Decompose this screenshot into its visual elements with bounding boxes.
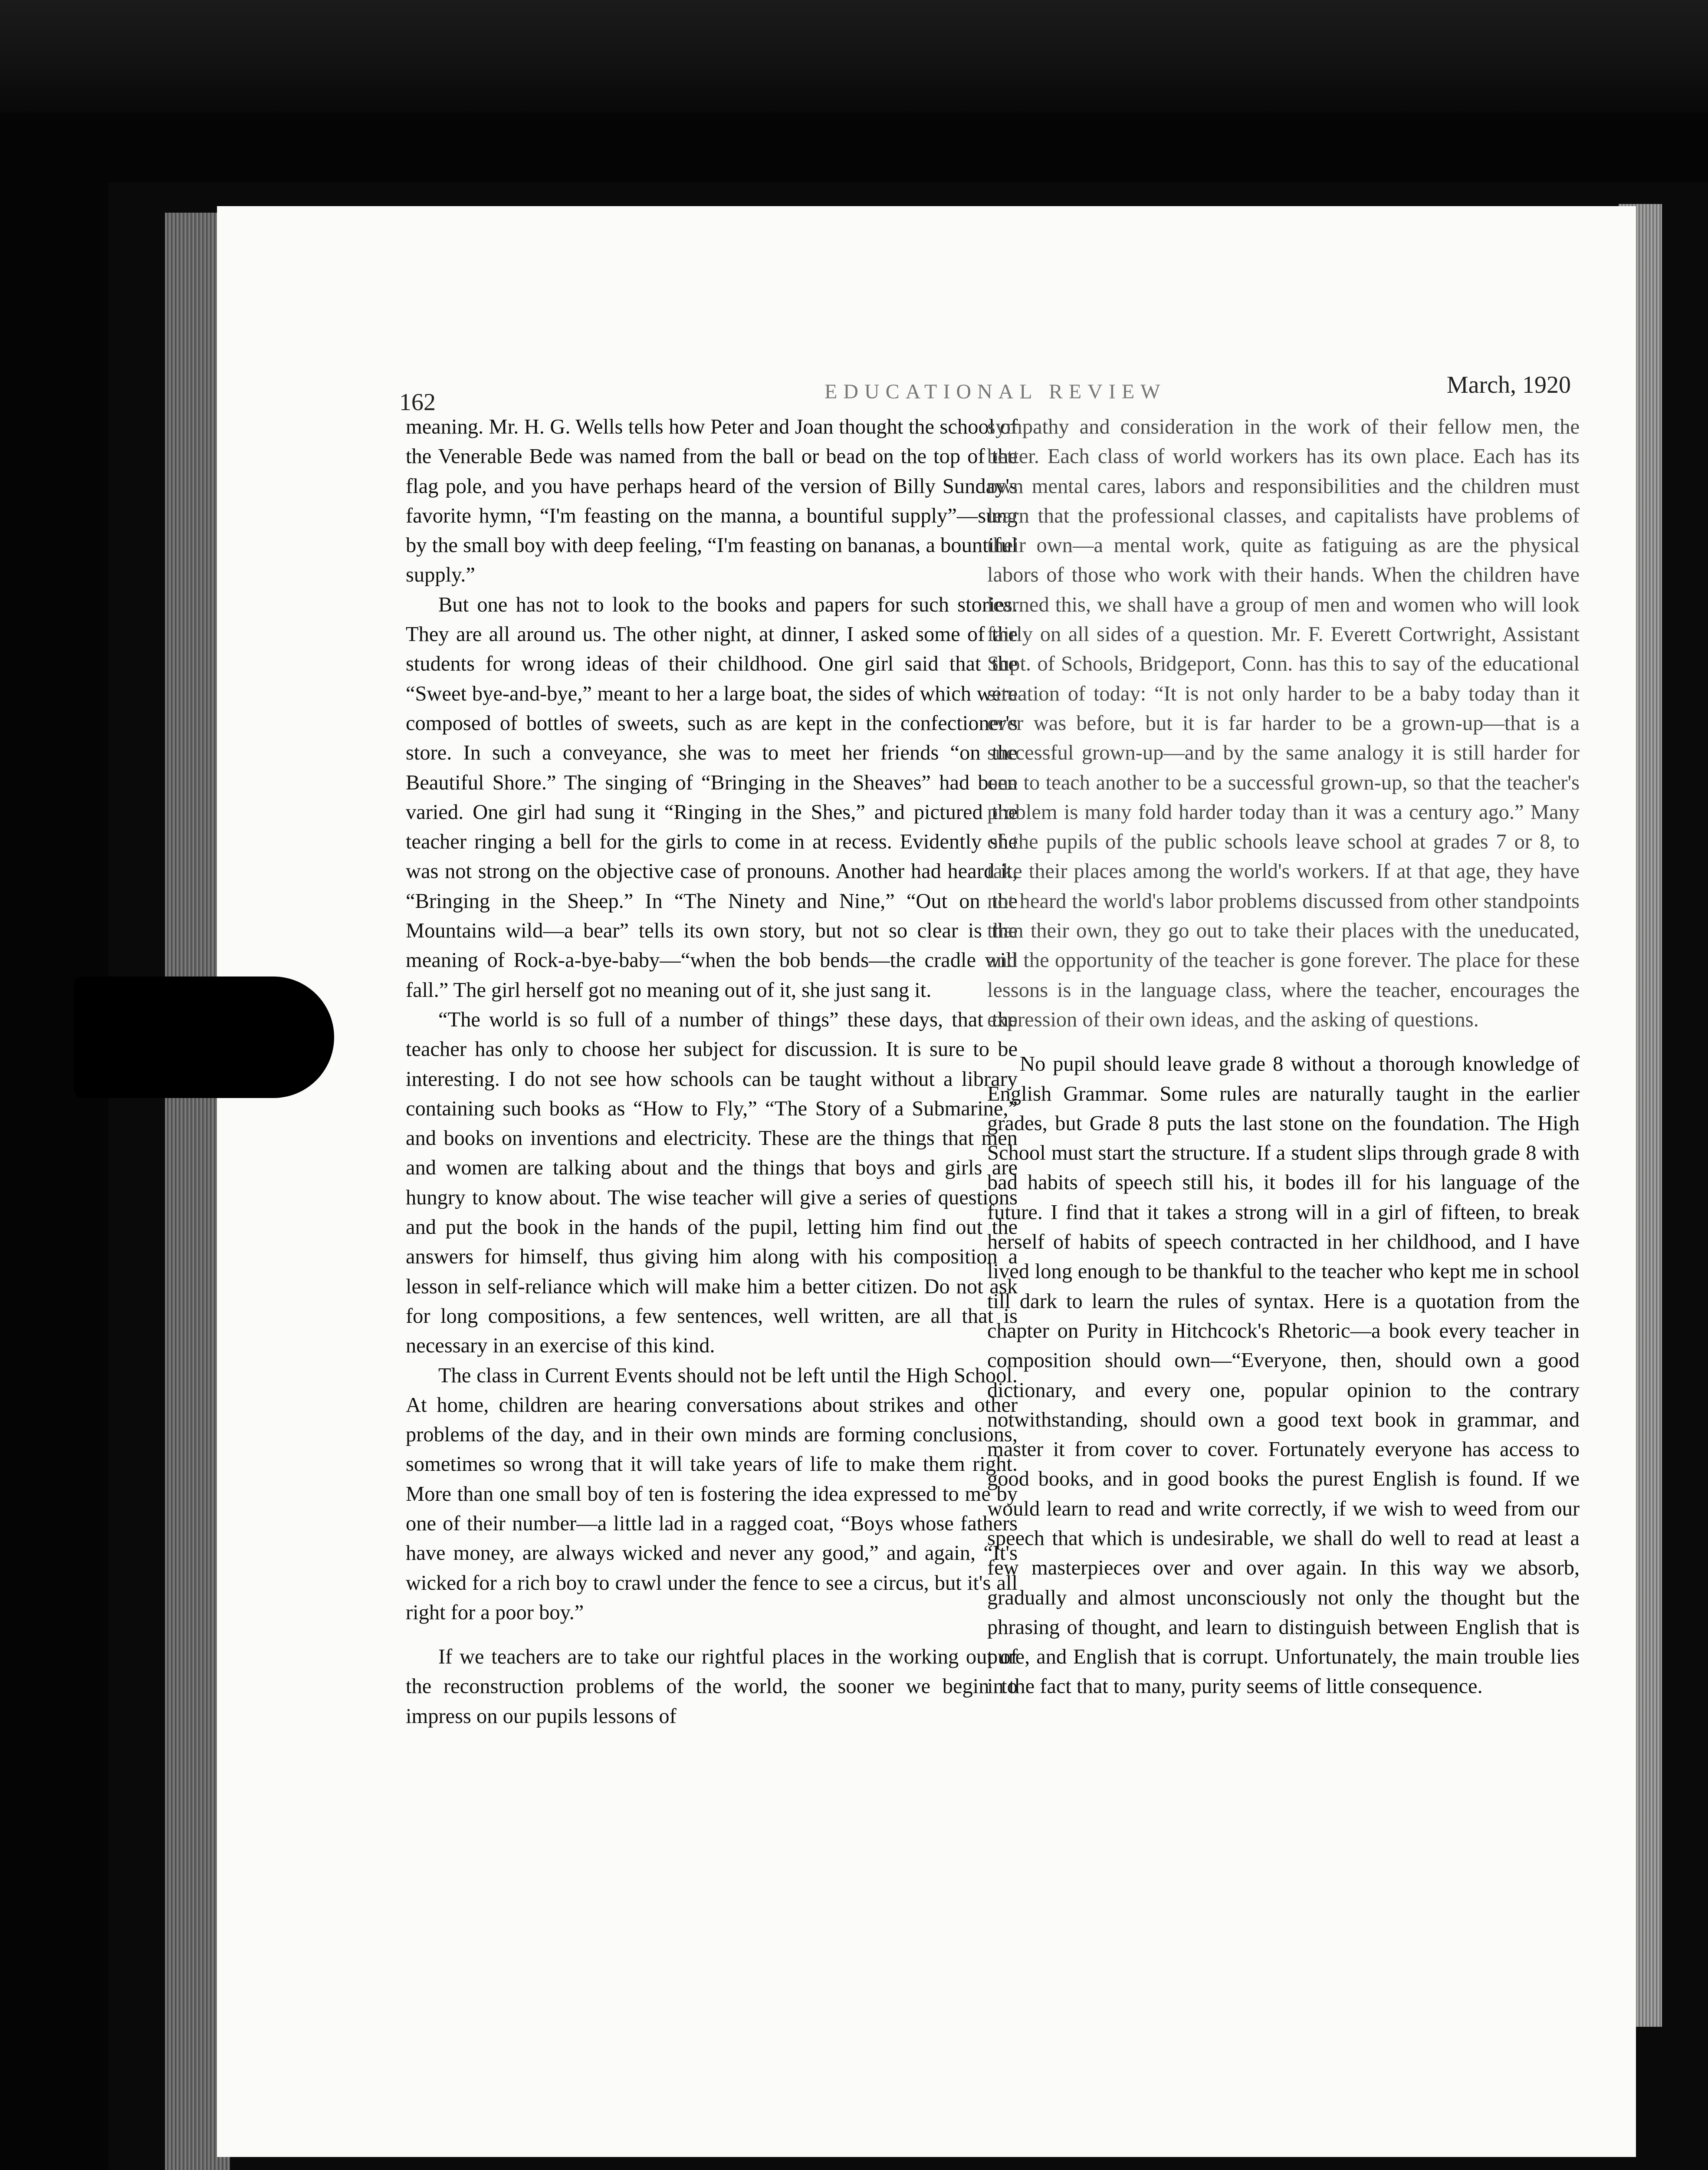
paragraph: sympathy and consideration in the work of their fellow men, the better. Each class of world workers has its own place. Each has its own mental cares, labors and responsibilities and the children must learn that the professional classes, and capitalists have problems of their own—a mental work, quite as fatiguing as are the physical labors of those who work with their hands. When the children have learned this, we shall have a group of men and women who will look fairly on all sides of a question. Mr. F. Everett Cortwright, Assistant Supt. of Schools, Bridgeport, Conn. has this to say of the educational situation of today: “It is not only harder to be a baby today than it ever was before, but it is far harder to be a grown-up—that is a successful grown-up—and by the same analogy it is still harder for one to teach another to be a successful grown-up, so that the teacher's problem is many fold harder today than it was a century ago.” Many of the pupils of the public schools leave school at grades 7 or 8, to take their places among the world's workers. If at that age, they have not heard the world's labor problems discussed from other standpoints than their own, they go out to take their places with the uneducated, and the opportunity of the teacher is gone forever. The place for these lessons is in the language class, where the teacher, encourages the expression of their own ideas, and the asking of questions. bbox=[987, 415, 1580, 1031]
scan-background-top bbox=[0, 0, 1708, 113]
journal-title: EDUCATIONAL REVIEW bbox=[824, 380, 1166, 403]
left-column bbox=[406, 412, 1018, 1731]
paragraph: No pupil should leave grade 8 without a thorough knowledge of English Grammar. Some rules are naturally taught in the earlier grades, but Grade 8 puts the last stone on the foundation. The High School must start the structure. If a student slips through grade 8 with bad habits of speech still his, it bodes ill for his language of the future. I find that it takes a strong will in a girl of fifteen, to break herself of habits of speech contracted in her childhood, and I have lived long enough to be thankful to the teacher who kept me in school till dark to learn the rules of syntax. Here is a quotation from the chapter on Purity in Hitchcock's Rhetoric—a book every teacher in composition should own—“Everyone, then, should own a good dictionary, and every one, popular opinion to the contrary notwithstanding, should own a good text book in grammar, and master it from cover to cover. Fortunately everyone has access to good books, and in good books the purest English is found. If we would learn to read and write correctly, if we wish to weed from our speech that which is undesirable, we shall do well to read at least a few masterpieces over and over again. In this way we absorb, gradually and almost unconsciously not only the thought but the phrasing of thought, and learn to distinguish between English that is pure, and English that is corrupt. Unfortunately, the main trouble lies in the fact that to many, purity seems of little consequence. bbox=[987, 1052, 1580, 1698]
paragraph: If we teachers are to take our rightful places in the working out of the reconstruction problems of the world, the sooner we begin to impress on our pupils lessons of bbox=[406, 1645, 1018, 1728]
page-number: 162 bbox=[399, 389, 436, 416]
thumb-shadow bbox=[74, 976, 334, 1098]
paragraph: “The world is so full of a number of things” these days, that the teacher has only to choose her subject for discussion. It is sure to be interesting. I do not see how schools can be taught without a library containing such books as “How to Fly,” “The Story of a Submarine,” and books on inventions and electricity. These are the things that men and women are talking about and the things that boys and girls are hungry to know about. The wise teacher will give a series of questions and put the book in the hands of the pupil, letting him find out the answers for himself, thus giving him along with his composition a lesson in self-reliance which will make him a better citizen. Do not ask for long compositions, a few sentences, well written, are all that is necessary in an exercise of this kind. bbox=[406, 1008, 1018, 1358]
paragraph: But one has not to look to the books and papers for such stories. They are all around us. The other night, at dinner, I asked some of the students for wrong ideas of their childhood. One girl said that the “Sweet bye-and-bye,” meant to her a large boat, the sides of which were composed of bottles of sweets, such as are kept in the confectioner's store. In such a conveyance, she was to meet her friends “on the Beautiful Shore.” The singing of “Bringing in the Sheaves” had been varied. One girl had sung it “Ringing in the Shes,” and pictured the teacher ringing a bell for the girls to come in at recess. Evidently she was not strong on the objective case of pronouns. Another had heard it, “Bringing in the Sheep.” In “The Ninety and Nine,” “Out on the Mountains wild—a bear” tells its own story, but not so clear is the meaning of Rock-a-bye-baby—“when the bob bends—the cradle will fall.” The girl herself got no meaning out of it, she just sang it. bbox=[406, 593, 1018, 1002]
page-header bbox=[399, 371, 1571, 419]
paragraph: The class in Current Events should not be left until the High School. At home, children are hearing conversations about strikes and other problems of the day, and in their own minds are forming conclusions, sometimes so wrong that it will take years of life to make them right. More than one small boy of ten is fostering the idea expressed to me by one of their number—a little lad in a ragged coat, “Boys whose fathers have money, are always wicked and never any good,” and again, “It's wicked for a rich boy to crawl under the fence to see a circus, but it's all right for a poor boy.” bbox=[406, 1364, 1018, 1624]
right-column bbox=[987, 412, 1580, 1702]
paragraph: meaning. Mr. H. G. Wells tells how Peter and Joan thought the school of the Venerable Bede was named from the ball or bead on the top of the flag pole, and you have perhaps heard of the version of Billy Sunday's favorite hymn, “I'm feasting on the manna, a bountiful supply”—sung by the small boy with deep feeling, “I'm feasting on bananas, a bountiful supply.” bbox=[406, 415, 1018, 587]
issue-date: March, 1920 bbox=[1446, 372, 1571, 398]
